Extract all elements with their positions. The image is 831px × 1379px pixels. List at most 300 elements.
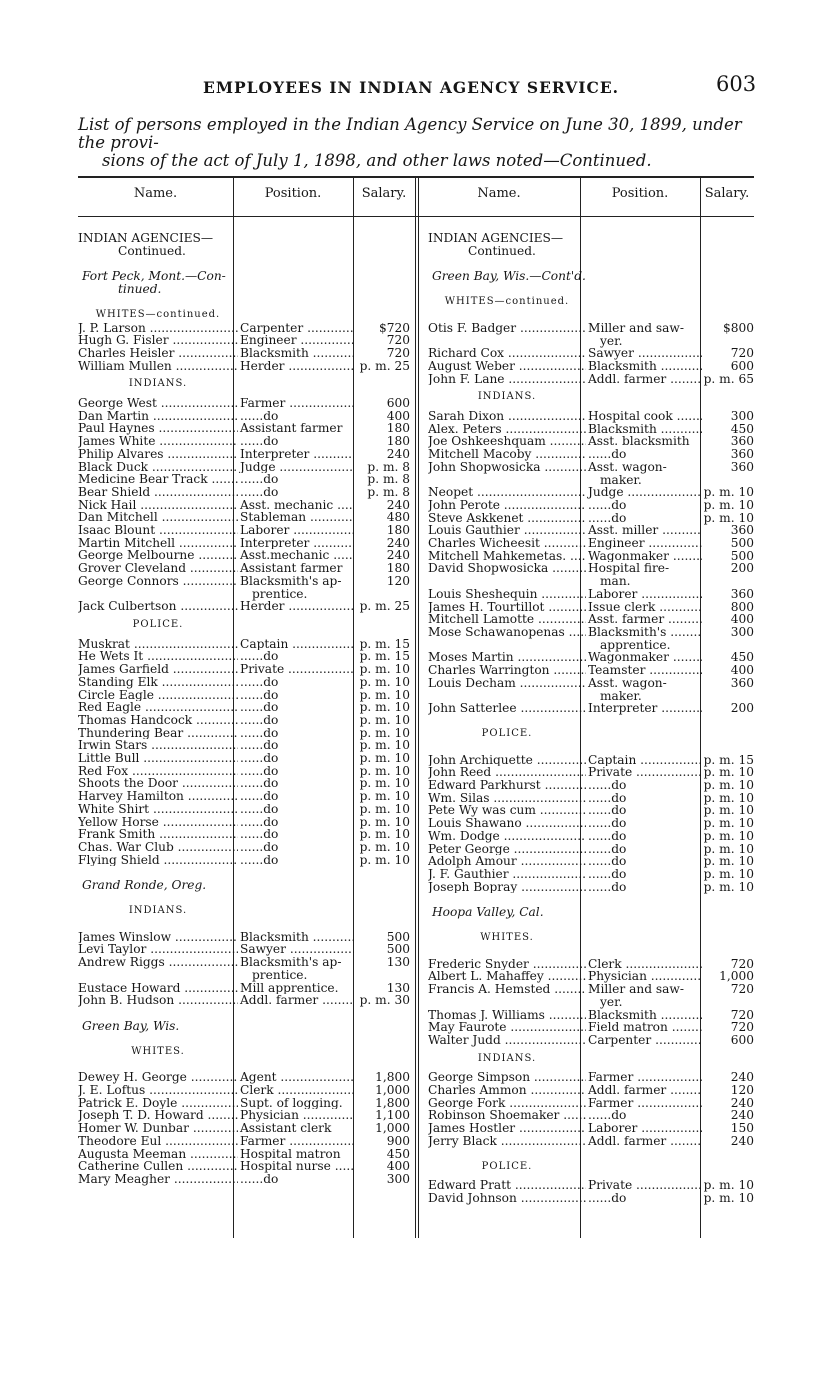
employee-position: Field matron ..... (586, 1021, 702, 1034)
table-row (428, 461, 754, 474)
table-row (428, 702, 754, 715)
employee-salary: 400 (386, 408, 410, 423)
employee-position: ......do (240, 840, 279, 854)
table-row (78, 1135, 411, 1148)
employee-position: ......do (588, 855, 627, 868)
employee-name: John Perote ..... (428, 499, 586, 512)
table-row (428, 958, 754, 971)
table-row (428, 779, 754, 792)
employee-position: Blacksmith ..... (586, 360, 702, 373)
employee-name: John Reed ..... (428, 766, 586, 779)
table-row (78, 600, 411, 613)
table-row (428, 651, 754, 664)
header-position-left: Position. (264, 186, 322, 201)
table-row (428, 1109, 754, 1122)
employee-salary: p. m. 30 (359, 993, 410, 1008)
employee-position: ......do (240, 485, 279, 499)
position-continuation-text: yer. (600, 333, 623, 348)
table-row (428, 562, 754, 575)
employee-position: Asst. blacksmith (588, 435, 690, 449)
employee-position: Private ..... (586, 1179, 702, 1192)
employee-position: ......do (240, 726, 279, 740)
employee-salary: p. m. 10 (703, 816, 754, 831)
employee-position: Blacksmith's ..... (586, 626, 702, 639)
position-continuation-text: prentice. (252, 967, 308, 982)
employee-position: Private ..... (586, 766, 702, 779)
employee-salary: 130 (386, 980, 410, 995)
table-row (78, 676, 411, 689)
agency-heading: Hoopa Valley, Cal. (432, 905, 544, 920)
position-continuation-text: man. (600, 574, 631, 589)
employee-name: James White ..... (78, 435, 238, 448)
employee-name: George Melbourne ..... (78, 549, 238, 562)
employee-salary: p. m. 10 (703, 828, 754, 843)
employee-salary: p. m. 15 (359, 636, 410, 651)
employee-name: Wm. Dodge ..... (428, 830, 586, 843)
employee-position: ......do (240, 713, 279, 727)
table-row (428, 881, 754, 894)
spacer (78, 892, 411, 905)
employee-name: Joseph T. D. Howard ..... (78, 1109, 238, 1122)
employee-position: ......do (240, 739, 279, 753)
employee-salary: p. m. 10 (359, 725, 410, 740)
employee-salary: 400 (730, 663, 754, 678)
table-row (78, 943, 411, 956)
employee-position: Addl. farmer ..... (586, 1135, 702, 1148)
employee-salary: p. m. 10 (703, 790, 754, 805)
table-row (78, 347, 411, 360)
employee-salary: 240 (386, 548, 410, 563)
table-row (78, 537, 411, 550)
table-row (428, 970, 754, 983)
table-row (428, 613, 754, 626)
table-row (78, 511, 411, 524)
table-row (78, 841, 411, 854)
employee-position: Agent ..... (238, 1071, 354, 1084)
spacer (78, 918, 411, 931)
employee-salary: p. m. 10 (703, 879, 754, 894)
employee-name: Neopet ..... (428, 486, 586, 499)
employee-salary: p. m. 10 (703, 1178, 754, 1193)
employee-name: George Simpson ..... (428, 1071, 586, 1084)
employee-salary: p. m. 10 (359, 751, 410, 766)
employee-name: David Johnson ..... (428, 1192, 586, 1205)
table-row (78, 752, 411, 765)
employee-position: Clerk ..... (238, 1084, 354, 1097)
table-row (428, 1071, 754, 1084)
employee-salary: p. m. 10 (359, 674, 410, 689)
employee-position: Laborer ..... (586, 1122, 702, 1135)
employee-salary: p. m. 10 (359, 839, 410, 854)
employee-name: Peter George ..... (428, 843, 586, 856)
position-continuation-text: maker. (600, 472, 642, 487)
employee-salary: p. m. 10 (703, 485, 754, 500)
employee-position: Blacksmith ..... (586, 423, 702, 436)
employee-name: Frank Smith ..... (78, 828, 238, 841)
employee-salary: p. m. 10 (359, 827, 410, 842)
employee-name: Joseph Bopray ..... (428, 881, 586, 894)
employee-name: Louis Gauthier ..... (428, 524, 586, 537)
employee-salary: 200 (730, 701, 754, 716)
employee-salary: 500 (386, 942, 410, 957)
employee-name: Louis Shawano ..... (428, 817, 586, 830)
employee-position: ......do (240, 435, 279, 448)
section-heading: INDIAN AGENCIES— (78, 231, 214, 245)
table-row (78, 473, 411, 486)
employee-salary: 720 (386, 345, 410, 360)
employee-position: Blacksmith's ap- (240, 574, 342, 588)
center-divider-a (415, 176, 416, 1238)
employee-name: Philip Alvares ..... (78, 448, 238, 461)
agency-heading: Fort Peck, Mont.—Con- (82, 269, 226, 284)
employee-position: Assistant farmer (240, 422, 343, 436)
spacer (428, 335, 600, 348)
section-heading-continued: Continued. (468, 243, 536, 258)
employee-position: Issue clerk ..... (586, 601, 702, 614)
employee-name: Theodore Eul ..... (78, 1135, 238, 1148)
employee-salary: 300 (386, 1172, 410, 1186)
position-continuation (428, 639, 754, 652)
employee-position: ......do (240, 1173, 279, 1186)
employee-name: Harvey Hamilton ..... (78, 790, 238, 803)
employee-name: Flying Shield ..... (78, 854, 238, 867)
employee-name: John Archiquette ..... (428, 754, 586, 767)
table-row (428, 435, 754, 448)
employee-position: Asst. wagon- (588, 676, 667, 690)
employee-salary: 240 (386, 535, 410, 550)
employee-salary: 1,100 (375, 1108, 410, 1123)
right-column (428, 232, 754, 1205)
employee-name: Little Bull ..... (78, 752, 238, 765)
employee-salary: 600 (386, 396, 410, 411)
employee-name: Black Duck ..... (78, 461, 238, 474)
table-row (78, 1109, 411, 1122)
table-row (428, 664, 754, 677)
employee-position: Physician ..... (238, 1109, 354, 1122)
spacer (428, 996, 600, 1009)
employee-name: Joe Oshkeeshquam ..... (428, 435, 586, 448)
employee-salary: 720 (730, 1007, 754, 1022)
employee-salary: p. m. 10 (359, 801, 410, 816)
spacer (428, 945, 754, 958)
header-rule (78, 216, 754, 217)
employee-name: Louis Sheshequin ..... (428, 588, 586, 601)
table-row (78, 701, 411, 714)
employee-position: Hospital matron (240, 1147, 341, 1161)
spacer (78, 296, 411, 309)
employee-position: ......do (588, 779, 627, 792)
employee-name: Charles Warrington ..... (428, 664, 586, 677)
employee-name: John F. Lane ..... (428, 373, 586, 386)
table-row (428, 537, 754, 550)
position-continuation (428, 575, 754, 588)
employee-salary: 360 (730, 523, 754, 538)
employee-position: Asst. miller ..... (586, 524, 702, 537)
employee-name: Homer W. Dunbar ..... (78, 1122, 238, 1135)
employee-salary: 480 (386, 510, 410, 525)
employee-position: Interpreter ..... (586, 702, 702, 715)
employee-salary: 180 (386, 561, 410, 576)
employee-salary: 800 (730, 599, 754, 614)
employee-name: Mary Meagher ..... (78, 1173, 238, 1186)
employee-name: George Connors ..... (78, 575, 238, 588)
employee-position: ......do (588, 498, 627, 512)
header-name-left: Name. (133, 186, 178, 201)
caption-line-2: sions of the act of July 1, 1898, and other laws noted—Continued. (102, 151, 652, 170)
employee-name: Edward Pratt ..... (428, 1179, 586, 1192)
spacer (428, 575, 600, 588)
table-row (78, 790, 411, 803)
employee-position: Addl. farmer ..... (238, 994, 354, 1007)
table-row (428, 830, 754, 843)
employee-position: Interpreter ..... (238, 537, 354, 550)
employee-position: ......do (588, 817, 627, 830)
group-heading: INDIANS. (128, 905, 188, 917)
employee-position: ......do (240, 777, 279, 791)
table-row (78, 956, 411, 969)
table-row (428, 868, 754, 881)
employee-name: Wm. Silas ..... (428, 792, 586, 805)
table-row (78, 1097, 411, 1110)
employee-position: ......do (588, 829, 627, 843)
employee-position: ......do (240, 675, 279, 689)
employee-position: Farmer ..... (586, 1071, 702, 1084)
table-row (428, 448, 754, 461)
employee-position: ......do (588, 791, 627, 805)
section-heading-continued: Continued. (118, 243, 186, 258)
employees-table (78, 176, 754, 1238)
employee-salary: 1,000 (375, 1083, 410, 1098)
employee-name: Shoots the Door ..... (78, 777, 238, 790)
employee-salary: 450 (386, 1146, 410, 1161)
table-row (78, 994, 411, 1007)
employee-salary: 240 (730, 1108, 754, 1123)
table-row (428, 1084, 754, 1097)
employee-salary: 600 (730, 1032, 754, 1047)
employee-salary: 500 (730, 548, 754, 563)
employee-salary: 300 (730, 409, 754, 424)
employee-name: Mitchell Lamotte ..... (428, 613, 586, 626)
employee-salary: 180 (386, 523, 410, 538)
table-row (78, 422, 411, 435)
employee-name: Thomas Handcock ..... (78, 714, 238, 727)
employee-position: Teamster ..... (586, 664, 702, 677)
employee-position: Blacksmith ..... (238, 347, 354, 360)
employee-salary: 240 (730, 1095, 754, 1110)
group-heading: WHITES. (480, 932, 534, 944)
table-row (78, 360, 411, 373)
employee-name: Red Fox ..... (78, 765, 238, 778)
employee-position: ......do (240, 764, 279, 778)
employee-position: ......do (588, 1109, 627, 1123)
employee-position: Addl. farmer ..... (586, 1084, 702, 1097)
employee-position: Judge ..... (586, 486, 702, 499)
employee-position: Engineer ..... (586, 537, 702, 550)
group-heading: INDIANS. (477, 391, 537, 403)
employee-position: Clerk ..... (586, 958, 702, 971)
employee-salary: 600 (730, 358, 754, 373)
employee-salary: 120 (730, 1083, 754, 1098)
employee-salary: p. m. 10 (703, 866, 754, 881)
employee-salary: p. m. 10 (703, 497, 754, 512)
employee-name: Levi Taylor ..... (78, 943, 238, 956)
employee-position: ......do (240, 701, 279, 714)
employee-salary: 240 (730, 1133, 754, 1148)
employee-position: ......do (240, 802, 279, 816)
employee-position: ......do (588, 1192, 627, 1205)
table-row (428, 410, 754, 423)
spacer (428, 690, 600, 703)
employee-name: Bear Shield ..... (78, 486, 238, 499)
table-row (428, 1135, 754, 1148)
employee-position: Hospital cook ..... (586, 410, 702, 423)
employee-name: Martin Mitchell ..... (78, 537, 238, 550)
employee-name: J. E. Loftus ..... (78, 1084, 238, 1097)
employee-name: George Fork ..... (428, 1097, 586, 1110)
table-row (78, 1084, 411, 1097)
spacer (428, 919, 754, 932)
employee-name: James Winslow ..... (78, 931, 238, 944)
employee-salary: 450 (730, 650, 754, 665)
employee-name: James Hostler ..... (428, 1122, 586, 1135)
employee-salary: 300 (730, 624, 754, 639)
employee-position: Miller and saw- (588, 321, 684, 335)
employee-salary: p. m. 25 (359, 358, 410, 373)
employee-name: Jerry Black ..... (428, 1135, 586, 1148)
position-continuation-text: maker. (600, 688, 642, 703)
page-header (0, 72, 831, 102)
employee-salary: p. m. 8 (367, 459, 410, 474)
spacer (428, 715, 754, 728)
employee-name: Mitchell Mahkemetas. ..... (428, 550, 586, 563)
employee-position: Physician ..... (586, 970, 702, 983)
employee-salary: p. m. 10 (359, 814, 410, 829)
employee-name: Otis F. Badger ..... (428, 322, 586, 335)
employee-position: Mill apprentice. (240, 981, 339, 995)
employee-position: ......do (588, 842, 627, 856)
table-row (78, 524, 411, 537)
position-continuation-text: apprentice. (600, 637, 671, 652)
employee-name: Dan Martin ..... (78, 410, 238, 423)
employee-name: Hugh G. Fisler ..... (78, 334, 238, 347)
spacer (428, 741, 754, 754)
employee-name: Richard Cox ..... (428, 347, 586, 360)
employee-name: Pete Wy was cum ..... (428, 804, 586, 817)
employee-salary: p. m. 10 (703, 765, 754, 780)
employee-position: Carpenter ..... (238, 322, 354, 335)
employee-name: Charles Heisler ..... (78, 347, 238, 360)
agency-heading: Green Bay, Wis.—Cont'd. (432, 269, 586, 284)
group-heading: POLICE. (481, 727, 533, 739)
employee-position: ......do (588, 511, 627, 525)
spacer (428, 1148, 754, 1161)
employee-position: ......do (588, 880, 627, 894)
employee-position: Captain ..... (238, 638, 354, 651)
employee-position: Carpenter ..... (586, 1034, 702, 1047)
employee-position: ......do (240, 790, 279, 803)
employee-position: ......do (240, 815, 279, 829)
employee-name: Albert L. Mahaffey ..... (428, 970, 586, 983)
table-row (78, 334, 411, 347)
page-number: 603 (716, 72, 757, 96)
employee-position: Herder ..... (238, 600, 354, 613)
employee-position: Engineer ..... (238, 334, 354, 347)
employee-salary: 720 (386, 333, 410, 348)
spacer (428, 639, 600, 652)
position-continuation-text: prentice. (252, 586, 308, 601)
employee-name: Red Eagle ..... (78, 701, 238, 714)
employee-name: William Mullen ..... (78, 360, 238, 373)
employee-position: ......do (240, 473, 279, 486)
table-row (428, 423, 754, 436)
employee-position: Hospital nurse ..... (238, 1160, 354, 1173)
table-top-rule (78, 176, 754, 178)
table-row (78, 486, 411, 499)
table-row (428, 601, 754, 614)
employee-name: Patrick E. Doyle ..... (78, 1097, 238, 1110)
employee-salary: p. m. 10 (703, 510, 754, 525)
employee-salary: 240 (730, 1070, 754, 1085)
employee-position: ......do (588, 867, 627, 881)
table-row (428, 512, 754, 525)
employee-salary: p. m. 10 (359, 763, 410, 778)
agency-heading-continued: tinued. (118, 282, 162, 297)
employee-salary: 180 (386, 434, 410, 449)
employee-salary: 900 (386, 1133, 410, 1148)
employee-salary: 150 (730, 1121, 754, 1136)
employee-position: Asst. mechanic ..... (238, 499, 354, 512)
table-row (428, 677, 754, 690)
table-row (78, 854, 411, 867)
employee-position: Stableman ..... (238, 511, 354, 524)
employee-position: Sawyer ..... (586, 347, 702, 360)
employee-name: Edward Parkhurst ..... (428, 779, 586, 792)
employee-name: Standing Elk ..... (78, 676, 238, 689)
employee-name: Medicine Bear Track ..... (78, 473, 238, 486)
employee-salary: 720 (730, 982, 754, 997)
employee-position: ......do (240, 650, 279, 664)
header-name-right: Name. (477, 186, 521, 201)
employee-salary: 500 (730, 536, 754, 551)
group-heading: POLICE. (481, 1160, 533, 1172)
group-heading: INDIANS. (477, 1052, 537, 1064)
employee-salary: p. m. 10 (703, 803, 754, 818)
employee-salary: 360 (730, 447, 754, 462)
employee-salary: 360 (730, 586, 754, 601)
employee-name: Moses Martin ..... (428, 651, 586, 664)
employee-position: ......do (240, 688, 279, 702)
position-continuation (428, 335, 754, 348)
table-row (78, 1071, 411, 1084)
employee-name: Nick Hail ..... (78, 499, 238, 512)
employee-position: Addl. farmer ..... (586, 373, 702, 386)
employee-name: Irwin Stars ..... (78, 739, 238, 752)
employee-position: Laborer ..... (586, 588, 702, 601)
employee-salary: 1,800 (375, 1070, 410, 1085)
employee-salary: 720 (730, 956, 754, 971)
employee-salary: p. m. 10 (703, 778, 754, 793)
employee-salary: 720 (730, 1020, 754, 1035)
group-heading: INDIANS. (128, 378, 188, 390)
spacer (78, 1058, 411, 1071)
table-row (78, 575, 411, 588)
position-continuation (78, 969, 411, 982)
employee-name: Louis Decham ..... (428, 677, 586, 690)
table-row (78, 410, 411, 423)
table-row (428, 524, 754, 537)
employee-position: Interpreter ..... (238, 448, 354, 461)
employee-name: Francis A. Hemsted ..... (428, 983, 586, 996)
